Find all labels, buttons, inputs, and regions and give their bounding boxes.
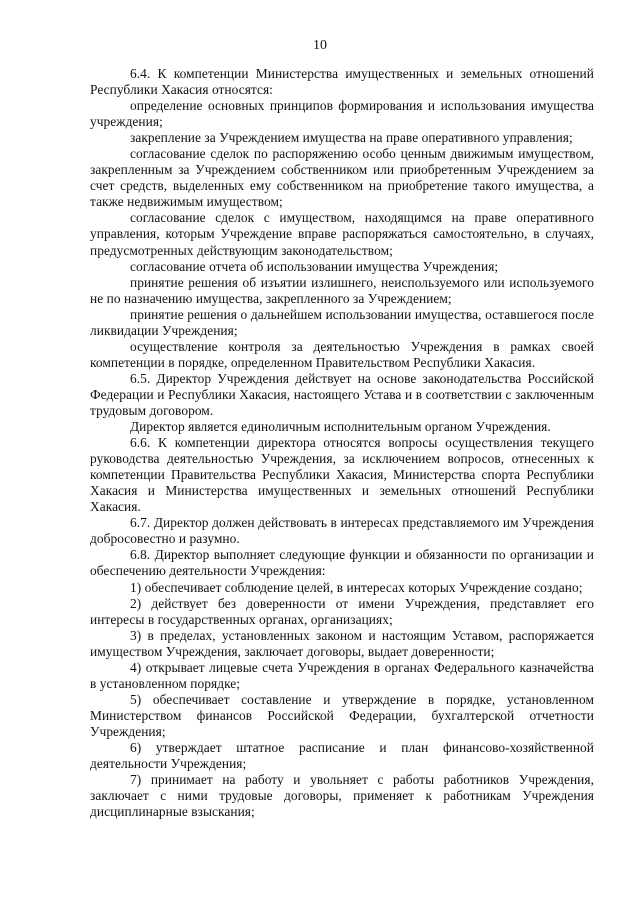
paragraph: 5) обеспечивает составление и утверждение в порядке, установленном Министерством финансов Российской Федерации, бухгалтерской отчетности Учреждения; [90, 691, 594, 739]
paragraph: 6.8. Директор выполняет следующие функции и обязанности по организации и обеспечению деятельности Учреждения: [90, 547, 594, 579]
paragraph: 3) в пределах, установленных законом и настоящим Уставом, распоряжается имуществом Учреждения, заключает договоры, выдает доверенности; [90, 627, 594, 659]
paragraph: согласование сделок с имуществом, находящимся на праве оперативного управления, которым Учреждение вправе распоряжаться самостоятельно, в случаях, предусмотренных действующим законодательством; [90, 210, 594, 258]
paragraph: 6) утверждает штатное расписание и план финансово-хозяйственной деятельности Учреждения; [90, 739, 594, 772]
paragraph: 6.4. К компетенции Министерства имущественных и земельных отношений Республики Хакасия относятся: [90, 66, 594, 98]
paragraph: 6.5. Директор Учреждения действует на основе законодательства Российской Федерации и Республики Хакасия, настоящего Устава и в соответствии с заключенным трудовым договором. [90, 370, 594, 418]
paragraph: 7) принимает на работу и увольняет с работы работников Учреждения, заключает с ними трудовые договоры, применяет к работникам Учреждения дисциплинарные взыскания; [90, 772, 594, 820]
document-body [90, 66, 594, 820]
paragraph: 6.7. Директор должен действовать в интересах представляемого им Учреждения добросовестно и разумно. [90, 515, 594, 547]
paragraph: 4) открывает лицевые счета Учреждения в органах Федерального казначейства в установленном порядке; [90, 659, 594, 691]
paragraph: 2) действует без доверенности от имени Учреждения, представляет его интересы в государственных органах, организациях; [90, 595, 594, 627]
paragraph: закрепление за Учреждением имущества на праве оперативного управления; [130, 130, 573, 146]
paragraph: 6.6. К компетенции директора относятся вопросы осуществления текущего руководства деятельностью Учреждения, за исключением вопросов, отнесенных к компетенции Правительства Республики Хакасия, Министерства спорта Республики Хакасия и Министерства имущественных и земельных отношений Республики Хакасия. [90, 435, 594, 515]
paragraph: Директор является единоличным исполнительным органом Учреждения. [130, 419, 551, 435]
paragraph: согласование сделок по распоряжению особо ценным движимым имуществом, закрепленным за Учреждением собственником или приобретенным Учреждением за счет средств, выделенных ему собственником на приобретение такого имущества, а также недвижимым имуществом; [90, 146, 594, 210]
paragraph: согласование отчета об использовании имущества Учреждения; [130, 258, 499, 274]
paragraph: 1) обеспечивает соблюдение целей, в интересах которых Учреждение создано; [130, 579, 583, 595]
paragraph: принятие решения о дальнейшем использовании имущества, оставшегося после ликвидации Учреждения; [90, 306, 594, 338]
paragraph: определение основных принципов формирования и использования имущества учреждения; [90, 98, 594, 130]
page-number: 10 [313, 38, 327, 53]
paragraph: принятие решения об изъятии излишнего, неиспользуемого или используемого не по назначению имущества, закрепленного за Учреждением; [90, 274, 594, 306]
paragraph: осуществление контроля за деятельностью Учреждения в рамках своей компетенции в порядке, определенном Правительством Республики Хакасия. [90, 338, 594, 370]
